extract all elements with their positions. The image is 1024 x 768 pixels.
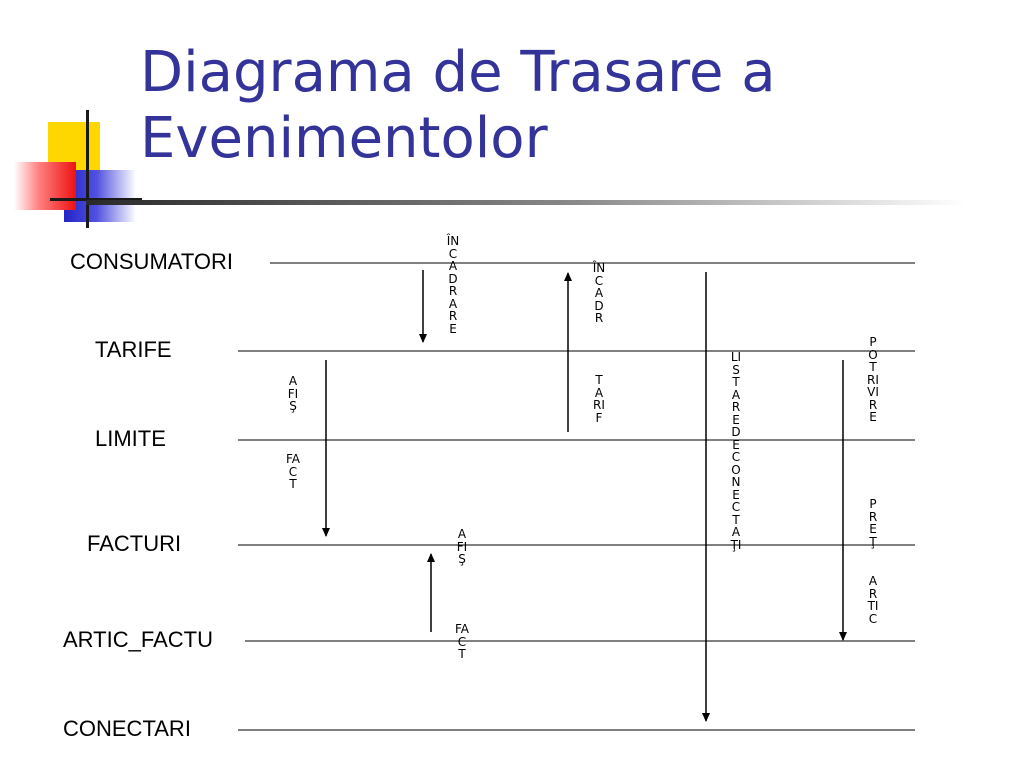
entity-facturi: FACTURI bbox=[87, 531, 182, 556]
event-label-incadr-tarif-1: ÎNCADR bbox=[592, 261, 606, 325]
event-label-pret: PREŢ bbox=[868, 497, 878, 549]
event-label-listare-deconectati: LISTAREDECONECTAŢI bbox=[730, 350, 742, 552]
event-label-artic: ARTIC bbox=[867, 574, 879, 626]
slide-title-line-1: Diagrama de Trasare a bbox=[140, 40, 776, 105]
event-label-incadr-tarif-2: TARIF bbox=[593, 373, 605, 425]
event-label-potrivire: POTRIVIRE bbox=[867, 335, 879, 424]
entity-artic-factu: ARTIC_FACTU bbox=[63, 627, 213, 652]
entity-consumatori: CONSUMATORI bbox=[70, 249, 233, 274]
event-label-incadrare: ÎNCADRARE bbox=[446, 234, 460, 336]
event-label-afis-fact-b-1: AFIŞ bbox=[456, 527, 468, 566]
event-label-afis-fact-a-1: AFIŞ bbox=[287, 374, 299, 413]
slide-title-line-2: Evenimentolor bbox=[140, 106, 548, 171]
entity-conectari: CONECTARI bbox=[63, 716, 191, 741]
event-label-afis-fact-a-2: FACT bbox=[286, 452, 301, 491]
event-label-afis-fact-b-2: FACT bbox=[455, 622, 470, 661]
entity-tarife: TARIFE bbox=[95, 337, 172, 362]
entity-limite: LIMITE bbox=[95, 426, 166, 451]
